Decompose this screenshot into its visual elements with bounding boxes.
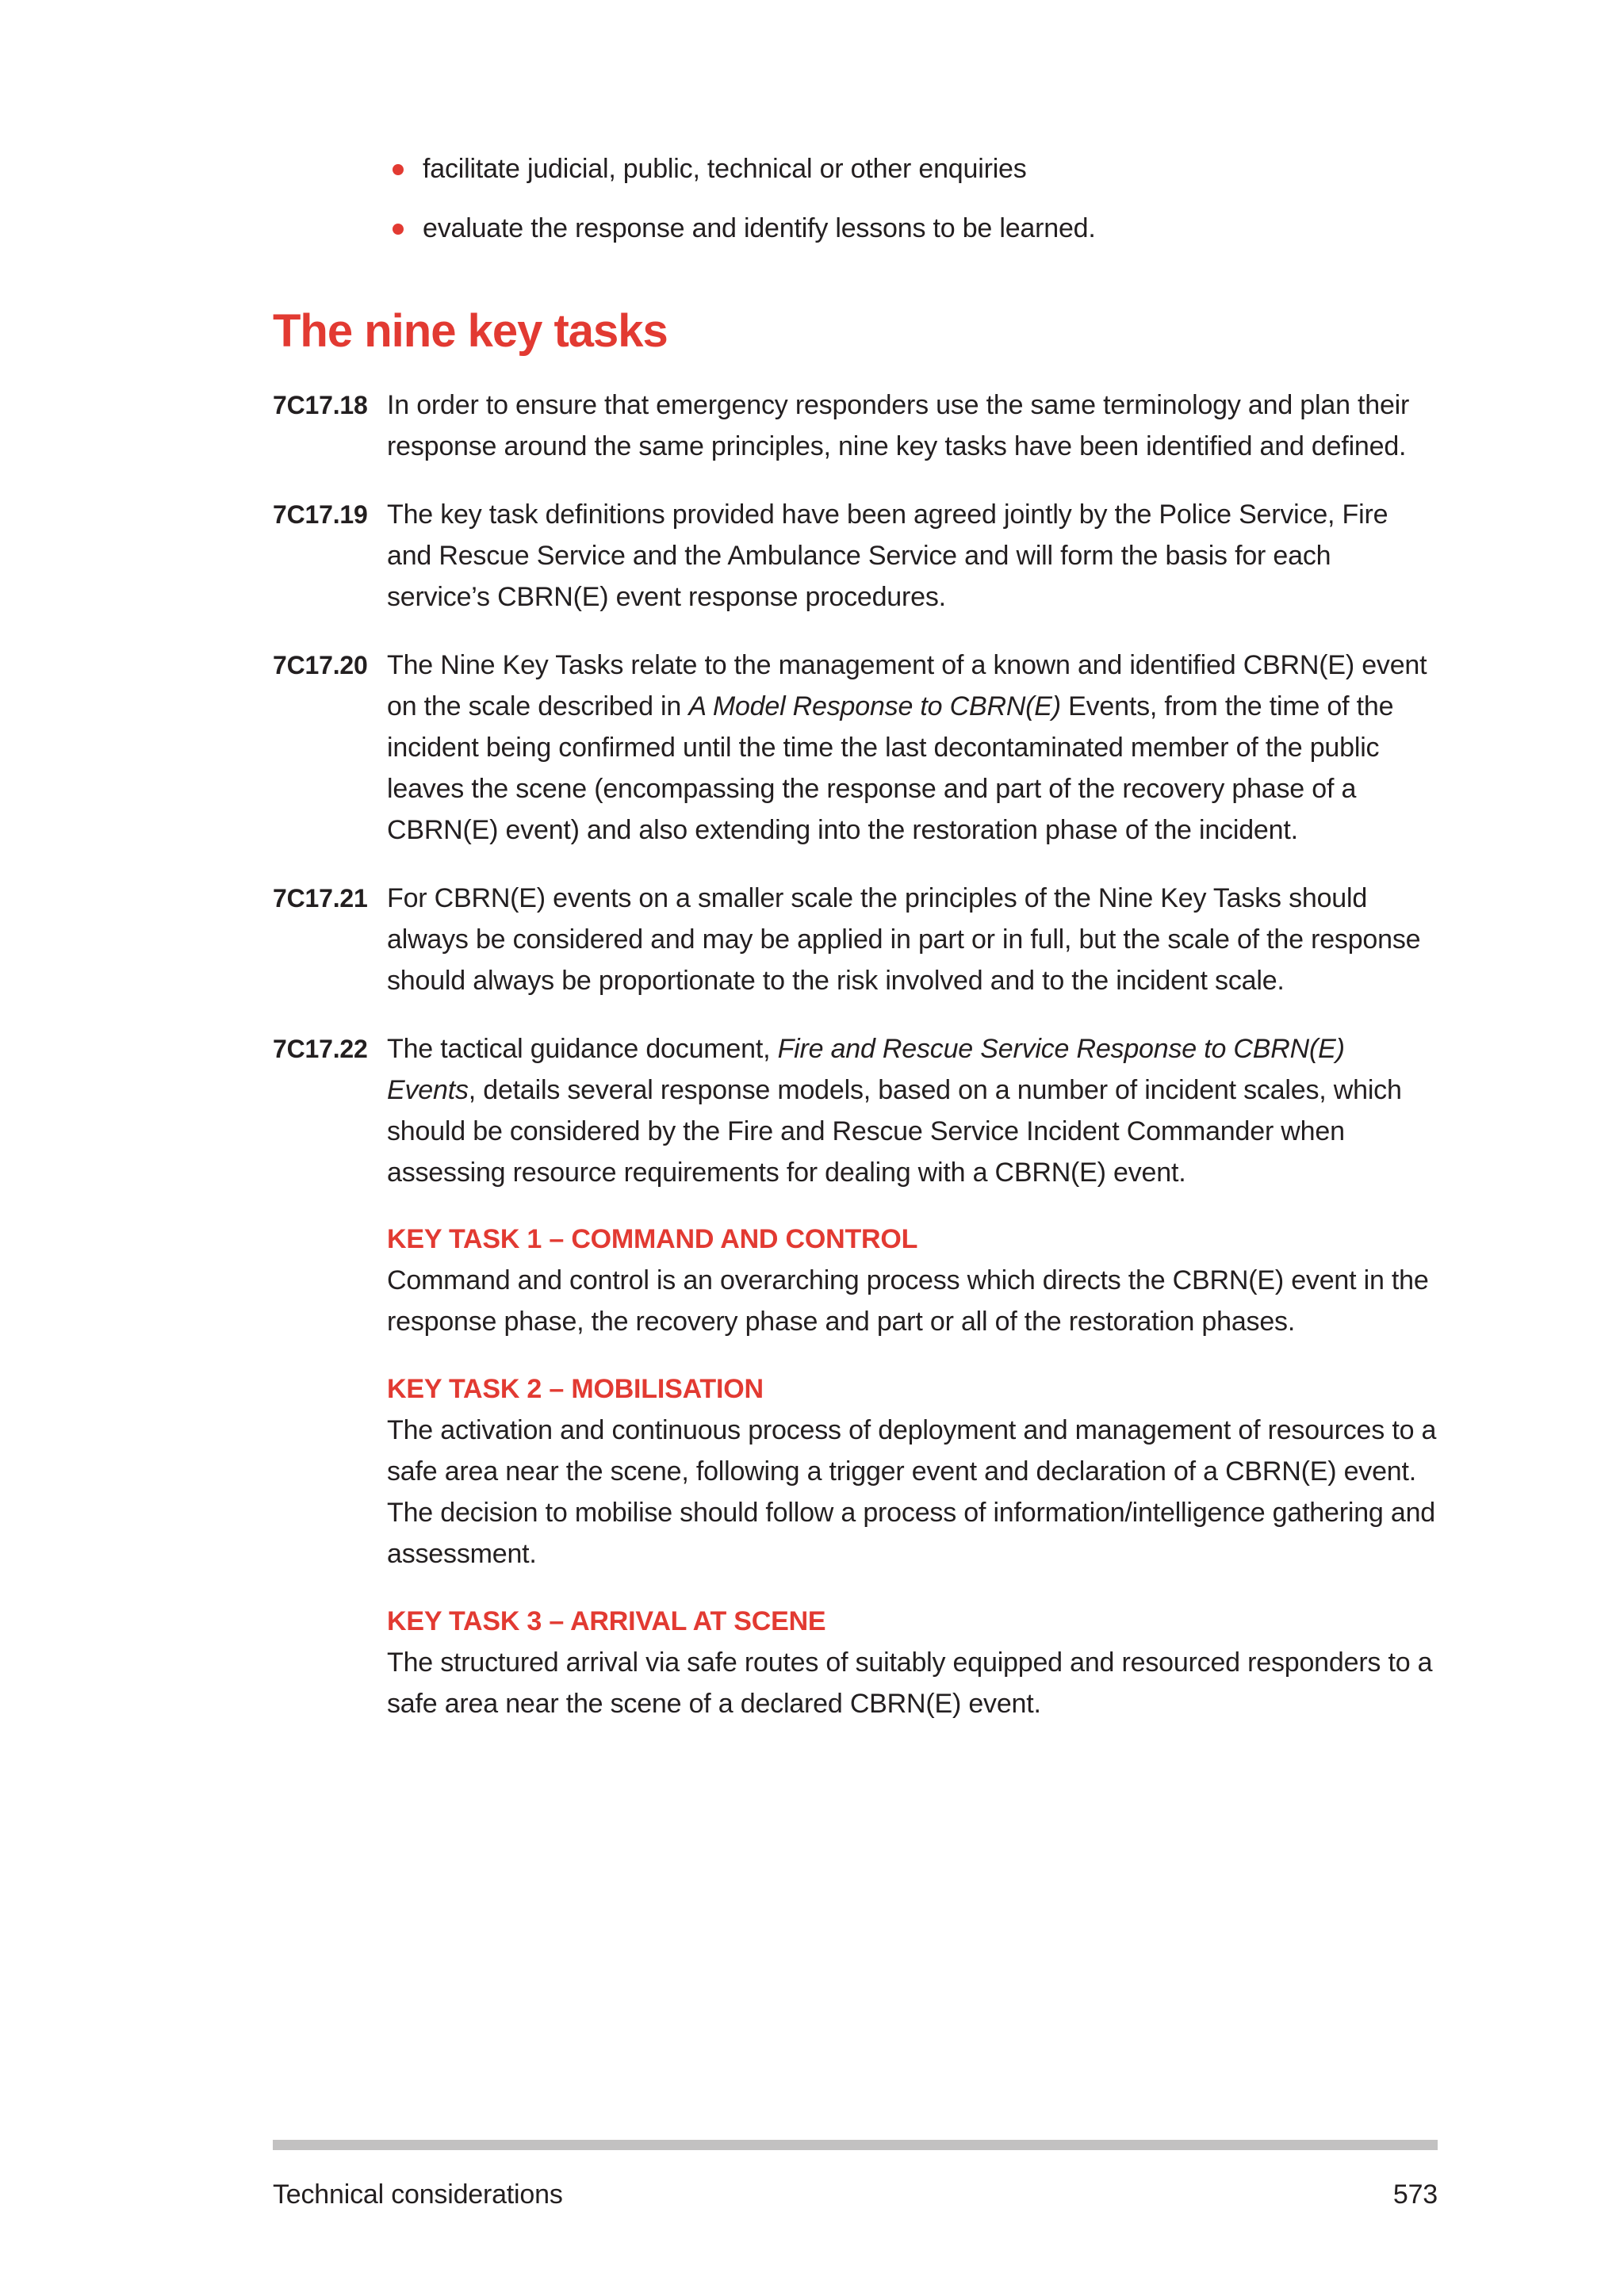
key-task-heading: KEY TASK 3 – ARRIVAL AT SCENE xyxy=(387,1606,826,1636)
paragraph-number: 7C17.20 xyxy=(273,651,368,679)
key-task-heading: KEY TASK 1 – COMMAND AND CONTROL xyxy=(387,1224,918,1254)
paragraph-number: 7C17.22 xyxy=(273,1035,368,1063)
paragraph-segment: Fire and Rescue Service Response to CBRN(E) Events xyxy=(387,1034,1345,1105)
bullet-text: facilitate judicial, public, technical or other enquiries xyxy=(423,154,1027,184)
key-task-section xyxy=(387,1220,1438,1342)
numbered-paragraph xyxy=(273,645,1438,851)
paragraph-number: 7C17.18 xyxy=(273,391,368,419)
page-footer xyxy=(273,2174,1438,2215)
numbered-paragraph xyxy=(273,385,1438,467)
intro-bullet-list xyxy=(273,148,1438,249)
key-task-body: Command and control is an overarching process which directs the CBRN(E) event in the response phase, the recovery phase and part or all of the restoration phases. xyxy=(387,1265,1429,1337)
key-task-body: The structured arrival via safe routes of suitably equipped and resourced responders to a safe area near the scene of a declared CBRN(E) event. xyxy=(387,1647,1433,1719)
key-task-sections xyxy=(387,1220,1438,1724)
paragraph-text xyxy=(387,385,1438,467)
footer-divider-bar xyxy=(273,2140,1438,2150)
paragraph-text xyxy=(387,878,1438,1001)
paragraph-segment: The key task definitions provided have been agreed jointly by the Police Service, Fire and Rescue Service and the Ambulance Service and will form the basis for each service’s CBRN(E) event response procedures. xyxy=(387,499,1388,612)
paragraph-segment: A Model Response to CBRN(E) xyxy=(688,691,1061,721)
key-task-body: The activation and continuous process of deployment and management of resources to a safe area near the scene, following a trigger event and declaration of a CBRN(E) event. The decision to mobilise should follow a process of information/intelligence gathering and assessment. xyxy=(387,1415,1437,1569)
numbered-paragraphs xyxy=(273,385,1438,1193)
paragraph-segment: Events, from the time of the incident being confirmed until the time the last decontaminated member of the public leaves the scene (encompassing the response and part of the recovery phase of a CBRN(E) event) and also extending into the restoration phase of the incident. xyxy=(387,691,1394,845)
footer-section-label: Technical considerations xyxy=(273,2179,563,2210)
paragraph-text xyxy=(387,1028,1438,1193)
key-task-heading: KEY TASK 2 – MOBILISATION xyxy=(387,1374,764,1404)
numbered-paragraph xyxy=(273,494,1438,618)
numbered-paragraph xyxy=(273,878,1438,1001)
bullet-dot-icon xyxy=(393,164,404,175)
paragraph-number: 7C17.19 xyxy=(273,500,368,529)
bullet-dot-icon xyxy=(393,224,404,235)
key-task-section xyxy=(387,1602,1438,1724)
paragraph-segment: The tactical guidance document, xyxy=(387,1034,778,1064)
bullet-text: evaluate the response and identify lessons to be learned. xyxy=(423,213,1096,243)
paragraph-segment: For CBRN(E) events on a smaller scale the principles of the Nine Key Tasks should always be considered and may be applied in part or in full, but the scale of the response should always be proportionate to the risk involved and to the incident scale. xyxy=(387,883,1421,996)
page-title: The nine key tasks xyxy=(273,305,668,357)
paragraph-number: 7C17.21 xyxy=(273,884,368,913)
paragraph-text xyxy=(387,494,1438,618)
footer-page-number: 573 xyxy=(1392,2179,1438,2210)
paragraph-segment: In order to ensure that emergency responders use the same terminology and plan their response around the same principles, nine key tasks have been identified and defined. xyxy=(387,390,1410,461)
key-task-section xyxy=(387,1370,1438,1575)
paragraph-text xyxy=(387,645,1438,851)
paragraph-segment: The Nine Key Tasks relate to the management of a known and identified CBRN(E) event on the scale described in xyxy=(387,650,1427,721)
bullet-list-item xyxy=(273,208,1438,249)
numbered-paragraph xyxy=(273,1028,1438,1193)
bullet-list-item xyxy=(273,148,1438,189)
paragraph-segment: , details several response models, based on a number of incident scales, which should be considered by the Fire and Rescue Service Incident Commander when assessing resource requirements for dealing with a CBRN(E) event. xyxy=(387,1075,1402,1188)
